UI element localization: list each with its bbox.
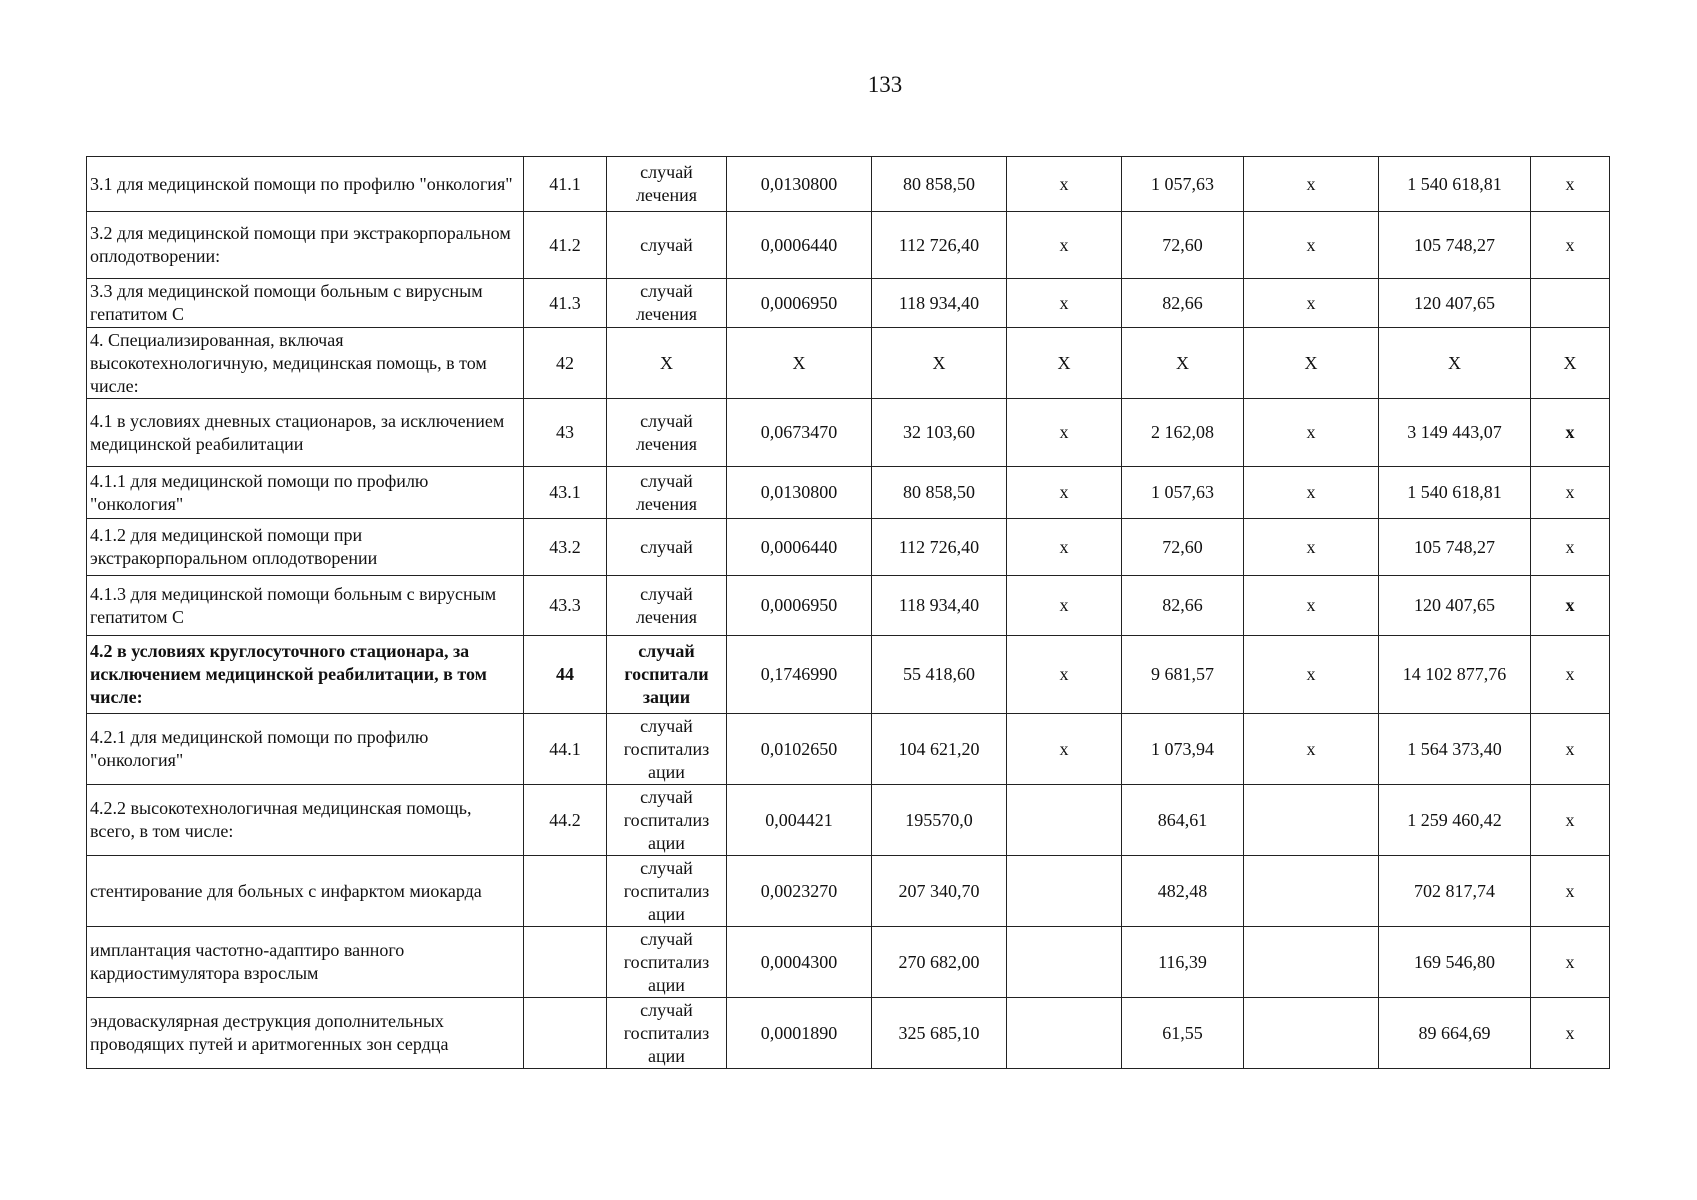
row-value: 0,0006950: [727, 279, 872, 328]
row-value: X: [1244, 328, 1379, 399]
row-value: х: [1531, 399, 1610, 467]
row-value: 104 621,20: [872, 714, 1007, 785]
row-code: 42: [524, 328, 607, 399]
row-name: 3.3 для медицинской помощи больным с вирусным гепатитом С: [87, 279, 524, 328]
row-code: 43.3: [524, 576, 607, 636]
row-unit: случай госпитали зации: [607, 636, 727, 714]
row-value: х: [1244, 714, 1379, 785]
row-name: 3.1 для медицинской помощи по профилю "онкология": [87, 157, 524, 212]
row-value: 0,0006950: [727, 576, 872, 636]
row-value: 1 564 373,40: [1379, 714, 1531, 785]
table-row: [87, 467, 1610, 519]
table-row: [87, 576, 1610, 636]
row-code: [524, 856, 607, 927]
row-code: 44.1: [524, 714, 607, 785]
row-code: 41.2: [524, 212, 607, 279]
row-value: 120 407,65: [1379, 576, 1531, 636]
row-code: 44: [524, 636, 607, 714]
row-value: 9 681,57: [1122, 636, 1244, 714]
row-value: 120 407,65: [1379, 279, 1531, 328]
row-value: [1007, 998, 1122, 1069]
row-value: 0,0130800: [727, 467, 872, 519]
table-row: [87, 279, 1610, 328]
row-value: х: [1531, 212, 1610, 279]
row-value: х: [1007, 636, 1122, 714]
row-value: 112 726,40: [872, 519, 1007, 576]
row-value: 112 726,40: [872, 212, 1007, 279]
row-name: стентирование для больных с инфарктом миокарда: [87, 856, 524, 927]
row-unit: случай госпитализ ации: [607, 856, 727, 927]
row-value: 32 103,60: [872, 399, 1007, 467]
row-name: 4.2.2 высокотехнологичная медицинская помощь, всего, в том числе:: [87, 785, 524, 856]
row-value: 72,60: [1122, 519, 1244, 576]
row-code: 43.1: [524, 467, 607, 519]
row-code: 43.2: [524, 519, 607, 576]
row-value: [1244, 856, 1379, 927]
row-value: х: [1007, 467, 1122, 519]
table-row: [87, 157, 1610, 212]
row-code: [524, 927, 607, 998]
row-value: 82,66: [1122, 279, 1244, 328]
row-code: 44.2: [524, 785, 607, 856]
table-row: [87, 856, 1610, 927]
row-value: X: [727, 328, 872, 399]
row-name: эндоваскулярная деструкция дополнительных проводящих путей и аритмогенных зон сердца: [87, 998, 524, 1069]
row-value: х: [1244, 279, 1379, 328]
table-row: [87, 212, 1610, 279]
row-value: [1244, 998, 1379, 1069]
row-value: X: [1531, 328, 1610, 399]
row-value: 89 664,69: [1379, 998, 1531, 1069]
row-value: X: [1122, 328, 1244, 399]
row-value: х: [1531, 785, 1610, 856]
row-value: [1007, 856, 1122, 927]
row-value: х: [1007, 519, 1122, 576]
row-unit: случай лечения: [607, 576, 727, 636]
row-value: х: [1244, 157, 1379, 212]
row-value: 82,66: [1122, 576, 1244, 636]
row-value: 702 817,74: [1379, 856, 1531, 927]
table-row: [87, 399, 1610, 467]
page-number: 133: [867, 72, 903, 97]
row-value: 169 546,80: [1379, 927, 1531, 998]
row-value: х: [1531, 467, 1610, 519]
row-value: [1244, 927, 1379, 998]
row-value: х: [1244, 467, 1379, 519]
row-value: [1244, 785, 1379, 856]
row-value: 0,0673470: [727, 399, 872, 467]
row-value: 105 748,27: [1379, 519, 1531, 576]
row-value: 118 934,40: [872, 279, 1007, 328]
row-value: х: [1007, 714, 1122, 785]
row-value: 1 057,63: [1122, 467, 1244, 519]
row-value: 80 858,50: [872, 157, 1007, 212]
row-value: 2 162,08: [1122, 399, 1244, 467]
row-value: 1 259 460,42: [1379, 785, 1531, 856]
row-code: 41.3: [524, 279, 607, 328]
row-value: 0,0102650: [727, 714, 872, 785]
row-value: 482,48: [1122, 856, 1244, 927]
row-unit: случай: [607, 519, 727, 576]
row-value: 0,0130800: [727, 157, 872, 212]
row-unit: случай госпитализ ации: [607, 998, 727, 1069]
row-value: 55 418,60: [872, 636, 1007, 714]
row-value: 0,004421: [727, 785, 872, 856]
row-value: X: [872, 328, 1007, 399]
row-value: х: [1007, 157, 1122, 212]
row-value: X: [1007, 328, 1122, 399]
row-name: 3.2 для медицинской помощи при экстракорпоральном оплодотворении:: [87, 212, 524, 279]
row-value: х: [1007, 212, 1122, 279]
row-unit: X: [607, 328, 727, 399]
row-value: х: [1531, 519, 1610, 576]
row-value: 80 858,50: [872, 467, 1007, 519]
row-value: 14 102 877,76: [1379, 636, 1531, 714]
row-value: 0,0023270: [727, 856, 872, 927]
row-unit: случай лечения: [607, 399, 727, 467]
row-value: 0,0001890: [727, 998, 872, 1069]
row-value: 270 682,00: [872, 927, 1007, 998]
row-value: 0,0004300: [727, 927, 872, 998]
table-row: [87, 927, 1610, 998]
row-value: 61,55: [1122, 998, 1244, 1069]
row-value: х: [1531, 998, 1610, 1069]
row-value: 864,61: [1122, 785, 1244, 856]
table-row: [87, 785, 1610, 856]
row-code: [524, 998, 607, 1069]
row-value: 116,39: [1122, 927, 1244, 998]
row-value: х: [1244, 399, 1379, 467]
row-name: 4.1.1 для медицинской помощи по профилю "онкология": [87, 467, 524, 519]
row-unit: случай лечения: [607, 279, 727, 328]
row-value: х: [1244, 576, 1379, 636]
table-row: [87, 636, 1610, 714]
table-row: [87, 328, 1610, 399]
row-name: 4.2.1 для медицинской помощи по профилю "онкология": [87, 714, 524, 785]
row-unit: случай лечения: [607, 157, 727, 212]
row-name: имплантация частотно-адаптиро ванного кардиостимулятора взрослым: [87, 927, 524, 998]
row-value: х: [1007, 279, 1122, 328]
row-unit: случай госпитализ ации: [607, 714, 727, 785]
row-name: 4.1.3 для медицинской помощи больным с вирусным гепатитом С: [87, 576, 524, 636]
row-code: 41.1: [524, 157, 607, 212]
row-unit: случай: [607, 212, 727, 279]
row-unit: случай лечения: [607, 467, 727, 519]
row-value: 0,0006440: [727, 212, 872, 279]
row-value: 1 540 618,81: [1379, 467, 1531, 519]
row-value: х: [1531, 927, 1610, 998]
row-value: 1 073,94: [1122, 714, 1244, 785]
norms-table: [86, 156, 1610, 1069]
row-code: 43: [524, 399, 607, 467]
row-name: 4.1 в условиях дневных стационаров, за исключением медицинской реабилитации: [87, 399, 524, 467]
row-value: 3 149 443,07: [1379, 399, 1531, 467]
row-name: 4.1.2 для медицинской помощи при экстракорпоральном оплодотворении: [87, 519, 524, 576]
row-value: [1007, 785, 1122, 856]
row-value: 0,0006440: [727, 519, 872, 576]
table-row: [87, 714, 1610, 785]
row-value: X: [1379, 328, 1531, 399]
row-value: х: [1531, 157, 1610, 212]
row-name: 4. Специализированная, включая высокотехнологичную, медицинская помощь, в том числе:: [87, 328, 524, 399]
row-value: х: [1244, 212, 1379, 279]
row-value: 72,60: [1122, 212, 1244, 279]
row-value: х: [1244, 519, 1379, 576]
row-unit: случай госпитализ ации: [607, 785, 727, 856]
row-value: х: [1244, 636, 1379, 714]
row-name: 4.2 в условиях круглосуточного стационара, за исключением медицинской реабилитации, в том числе:: [87, 636, 524, 714]
row-value: 207 340,70: [872, 856, 1007, 927]
row-value: 105 748,27: [1379, 212, 1531, 279]
row-value: 118 934,40: [872, 576, 1007, 636]
table-row: [87, 519, 1610, 576]
row-value: [1007, 927, 1122, 998]
row-value: 195570,0: [872, 785, 1007, 856]
row-value: х: [1007, 399, 1122, 467]
row-value: 325 685,10: [872, 998, 1007, 1069]
row-value: 1 057,63: [1122, 157, 1244, 212]
row-value: 0,1746990: [727, 636, 872, 714]
row-value: х: [1531, 576, 1610, 636]
row-value: [1531, 279, 1610, 328]
row-value: х: [1531, 714, 1610, 785]
row-value: х: [1531, 856, 1610, 927]
row-value: х: [1007, 576, 1122, 636]
row-value: 1 540 618,81: [1379, 157, 1531, 212]
row-unit: случай госпитализ ации: [607, 927, 727, 998]
row-value: х: [1531, 636, 1610, 714]
table-row: [87, 998, 1610, 1069]
